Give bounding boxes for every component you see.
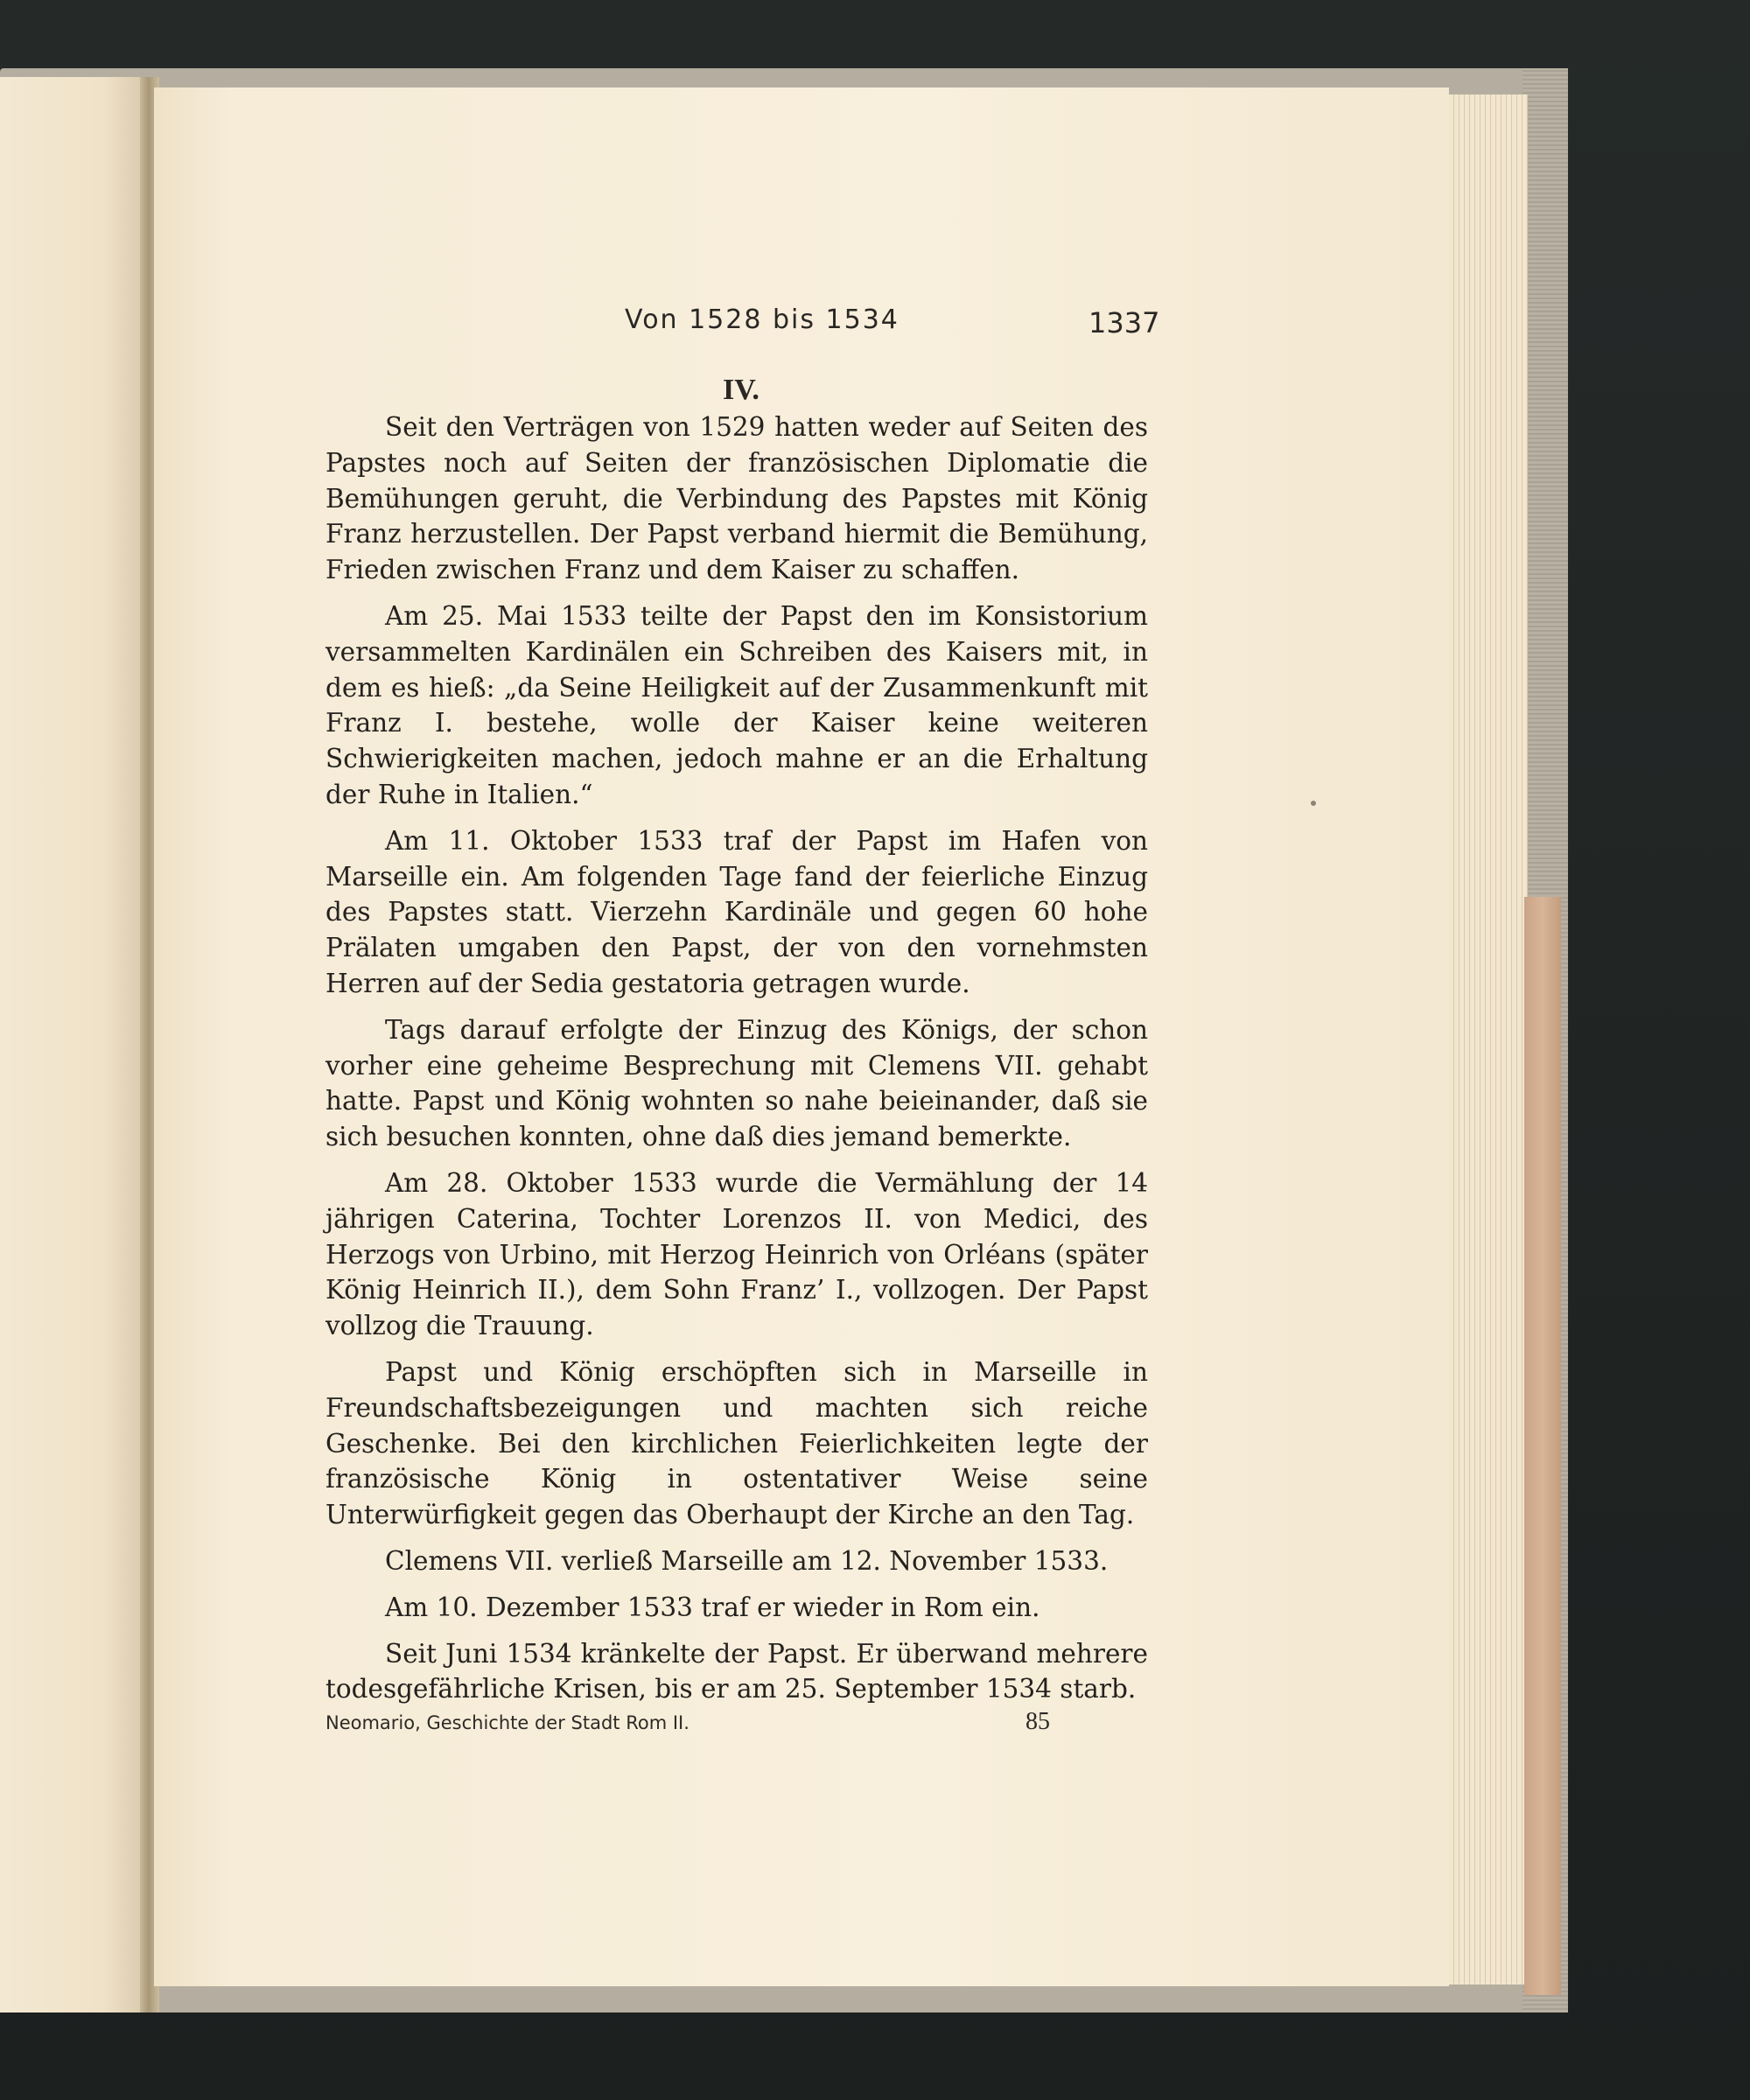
- paragraph: Seit Juni 1534 kränkelte der Papst. Er überwand mehrere todesgefährliche Krisen, bis er am 25. September 1534 starb.: [326, 1638, 1148, 1704]
- paragraph: Seit den Verträgen von 1529 hatten weder auf Seiten des Papstes noch auf Seiten der französischen Diplomatie die Bemühungen geruht, die Verbindung des Papstes mit König Franz herzustellen. Der Papst verband hiermit die Bemühung, Frieden zwischen Franz und dem Kaiser zu schaffen.: [326, 412, 1148, 585]
- footer-sheet-number: 85: [1026, 1708, 1050, 1735]
- section-heading: IV.: [723, 374, 760, 406]
- ribbon-marker: [1524, 897, 1561, 1995]
- paragraph: Clemens VII. verließ Marseille am 12. November 1533.: [385, 1545, 1109, 1576]
- running-head: Von 1528 bis 1534: [625, 304, 900, 335]
- page-edges: [1449, 94, 1528, 1984]
- footer-signature: Neomario, Geschichte der Stadt Rom II.: [326, 1712, 690, 1733]
- paragraph: Am 25. Mai 1533 teilte der Papst den im Konsistorium versammelten Kardinälen ein Schreiben des Kaisers mit, in dem es hieß: „da Seine Heiligkeit auf der Zusammenkunft mit Franz I. bestehe, wolle der Kaiser keine weiteren Schwierigkeiten machen, jedoch mahne er an die Erhaltung der Ruhe in Italien.“: [326, 600, 1148, 809]
- paper-speck: [1311, 801, 1316, 806]
- body-text: [326, 410, 1148, 1718]
- paragraph: Am 28. Oktober 1533 wurde die Vermählung der 14 jährigen Caterina, Tochter Lorenzos II. von Medici, des Herzogs von Urbino, mit Herzog Heinrich von Orléans (später König Heinrich II.), dem Sohn Franz’ I., vollzogen. Der Papst vollzog die Trauung.: [326, 1167, 1148, 1341]
- paragraph: Am 10. Dezember 1533 traf er wieder in Rom ein.: [385, 1592, 1040, 1622]
- page-number: 1337: [1088, 306, 1160, 340]
- left-page: [0, 77, 147, 2012]
- paragraph: Tags darauf erfolgte der Einzug des Königs, der schon vorher eine geheime Besprechung mit Clemens VII. gehabt hatte. Papst und König wohnten so nahe beieinander, daß sie sich besuchen konnten, ohne daß dies jemand bemerkte.: [326, 1014, 1148, 1152]
- paragraph: Papst und König erschöpften sich in Marseille in Freundschaftsbezeigungen und machten sich reiche Geschenke. Bei den kirchlichen Feierlichkeiten legte der französische König in ostentativer Weise seine Unterwürfigkeit gegen das Oberhaupt der Kirche an den Tag.: [326, 1356, 1148, 1530]
- paragraph: Am 11. Oktober 1533 traf der Papst im Hafen von Marseille ein. Am folgenden Tage fand der feierliche Einzug des Papstes statt. Vierzehn Kardinäle und gegen 60 hohe Prälaten umgaben den Papst, der von den vornehmsten Herren auf der Sedia gestatoria getragen wurde.: [326, 825, 1148, 998]
